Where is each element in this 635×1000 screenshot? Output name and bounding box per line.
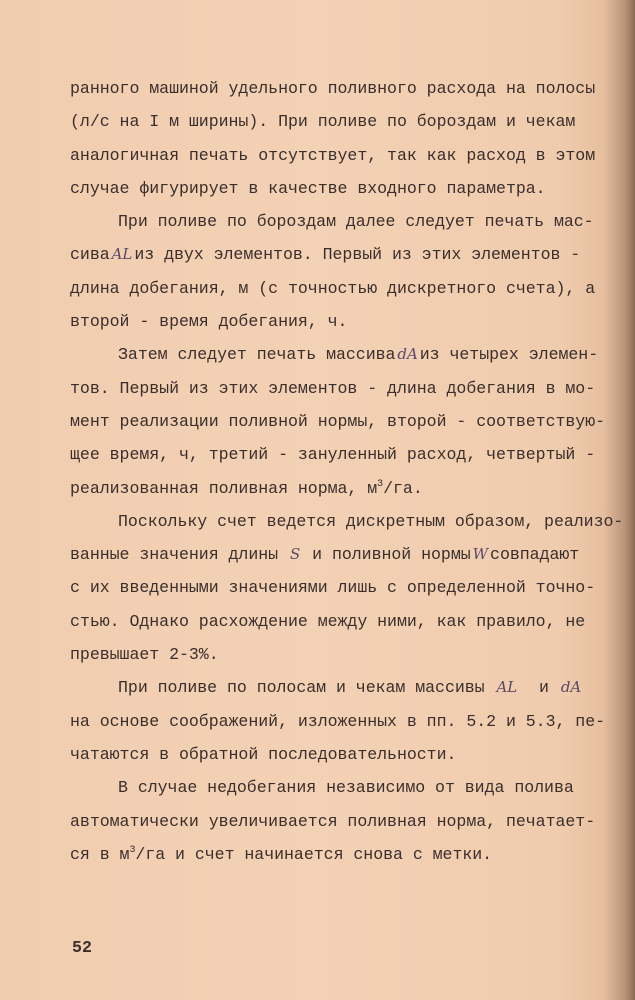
text-segment: Затем следует печать массива: [118, 345, 396, 365]
text-line: [70, 805, 630, 838]
handwritten-symbol: dA: [397, 345, 418, 364]
text-line: [70, 838, 630, 871]
text-line: [70, 305, 630, 338]
text-segment: ранного машиной удельного поливного расхода на полосы: [70, 79, 596, 98]
text-line: [70, 638, 630, 671]
text-segment: (л/с на I м ширины). При поливе по бороздам и чекам: [70, 112, 576, 132]
text-segment: реализованная поливная норма, м: [70, 478, 378, 498]
text-line: [70, 472, 630, 505]
text-line: [70, 272, 630, 305]
page-body: [70, 72, 630, 871]
text-line: [70, 771, 630, 804]
handwritten-symbol: S: [289, 545, 301, 564]
text-segment: Поскольку счет ведется дискретным образом, реализо-: [118, 511, 624, 531]
text-line: [70, 139, 630, 172]
text-segment: ся в м: [70, 844, 130, 864]
text-segment: При поливе по бороздам далее следует печать мас-: [118, 212, 594, 232]
text-segment: /га.: [383, 478, 423, 498]
text-line: [70, 372, 630, 405]
text-segment: щее время, ч, третий - зануленный расход, четвертый -: [70, 445, 596, 465]
text-line: [70, 205, 630, 238]
text-line: [70, 705, 630, 738]
text-segment: стью. Однако расхождение между ними, как правило, не: [70, 611, 586, 631]
text-line: [70, 238, 630, 271]
text-line: [70, 738, 630, 771]
handwritten-symbol: W: [472, 545, 489, 564]
text-line: [70, 438, 630, 471]
text-segment: из двух элементов. Первый из этих элементов -: [134, 245, 581, 265]
handwritten-symbol: AL: [496, 678, 518, 697]
text-segment: и: [519, 678, 559, 698]
text-line: [70, 405, 630, 438]
text-line: [70, 505, 630, 538]
text-segment: мент реализации поливной нормы, второй - соответствую-: [70, 411, 606, 431]
text-segment: совпадают: [490, 545, 580, 565]
text-segment: сива: [70, 245, 110, 265]
text-segment: ванные значения длины: [70, 545, 288, 565]
text-segment: В случае недобегания независимо от вида полива: [118, 778, 574, 798]
text-line: [70, 605, 630, 638]
text-segment: превышает 2-3%.: [70, 645, 219, 665]
text-segment: тов. Первый из этих элементов - длина добегания в мо-: [70, 378, 596, 398]
text-line: [70, 571, 630, 604]
text-segment: аналогичная печать отсутствует, так как расход в этом: [70, 145, 596, 165]
page-number: 52: [72, 938, 92, 957]
text-segment: При поливе по полосам и чекам массивы: [118, 678, 495, 698]
text-segment: из четырех элемен-: [419, 345, 599, 365]
handwritten-symbol: dA: [560, 678, 582, 697]
text-line: [70, 671, 630, 704]
text-segment: /га и счет начинается снова с метки.: [135, 844, 493, 864]
handwritten-symbol: AL: [111, 245, 133, 264]
superscript: 3: [129, 844, 136, 856]
text-line: [70, 72, 630, 105]
text-line: [70, 338, 630, 371]
text-segment: и поливной нормы: [302, 545, 471, 565]
text-segment: второй - время добегания, ч.: [70, 312, 348, 332]
text-line: [70, 105, 630, 138]
text-segment: чатаются в обратной последовательности.: [70, 744, 457, 764]
text-line: [70, 172, 630, 205]
text-segment: случае фигурирует в качестве входного параметра.: [70, 178, 546, 198]
text-segment: с их введенными значениями лишь с определенной точно-: [70, 578, 596, 598]
text-segment: длина добегания, м (с точностью дискретного счета), а: [70, 278, 596, 298]
text-segment: на основе соображений, изложенных в пп. 5.2 и 5.3, пе-: [70, 711, 606, 731]
text-segment: автоматически увеличивается поливная норма, печатает-: [70, 811, 596, 831]
superscript: 3: [377, 478, 384, 490]
text-line: [70, 538, 630, 571]
